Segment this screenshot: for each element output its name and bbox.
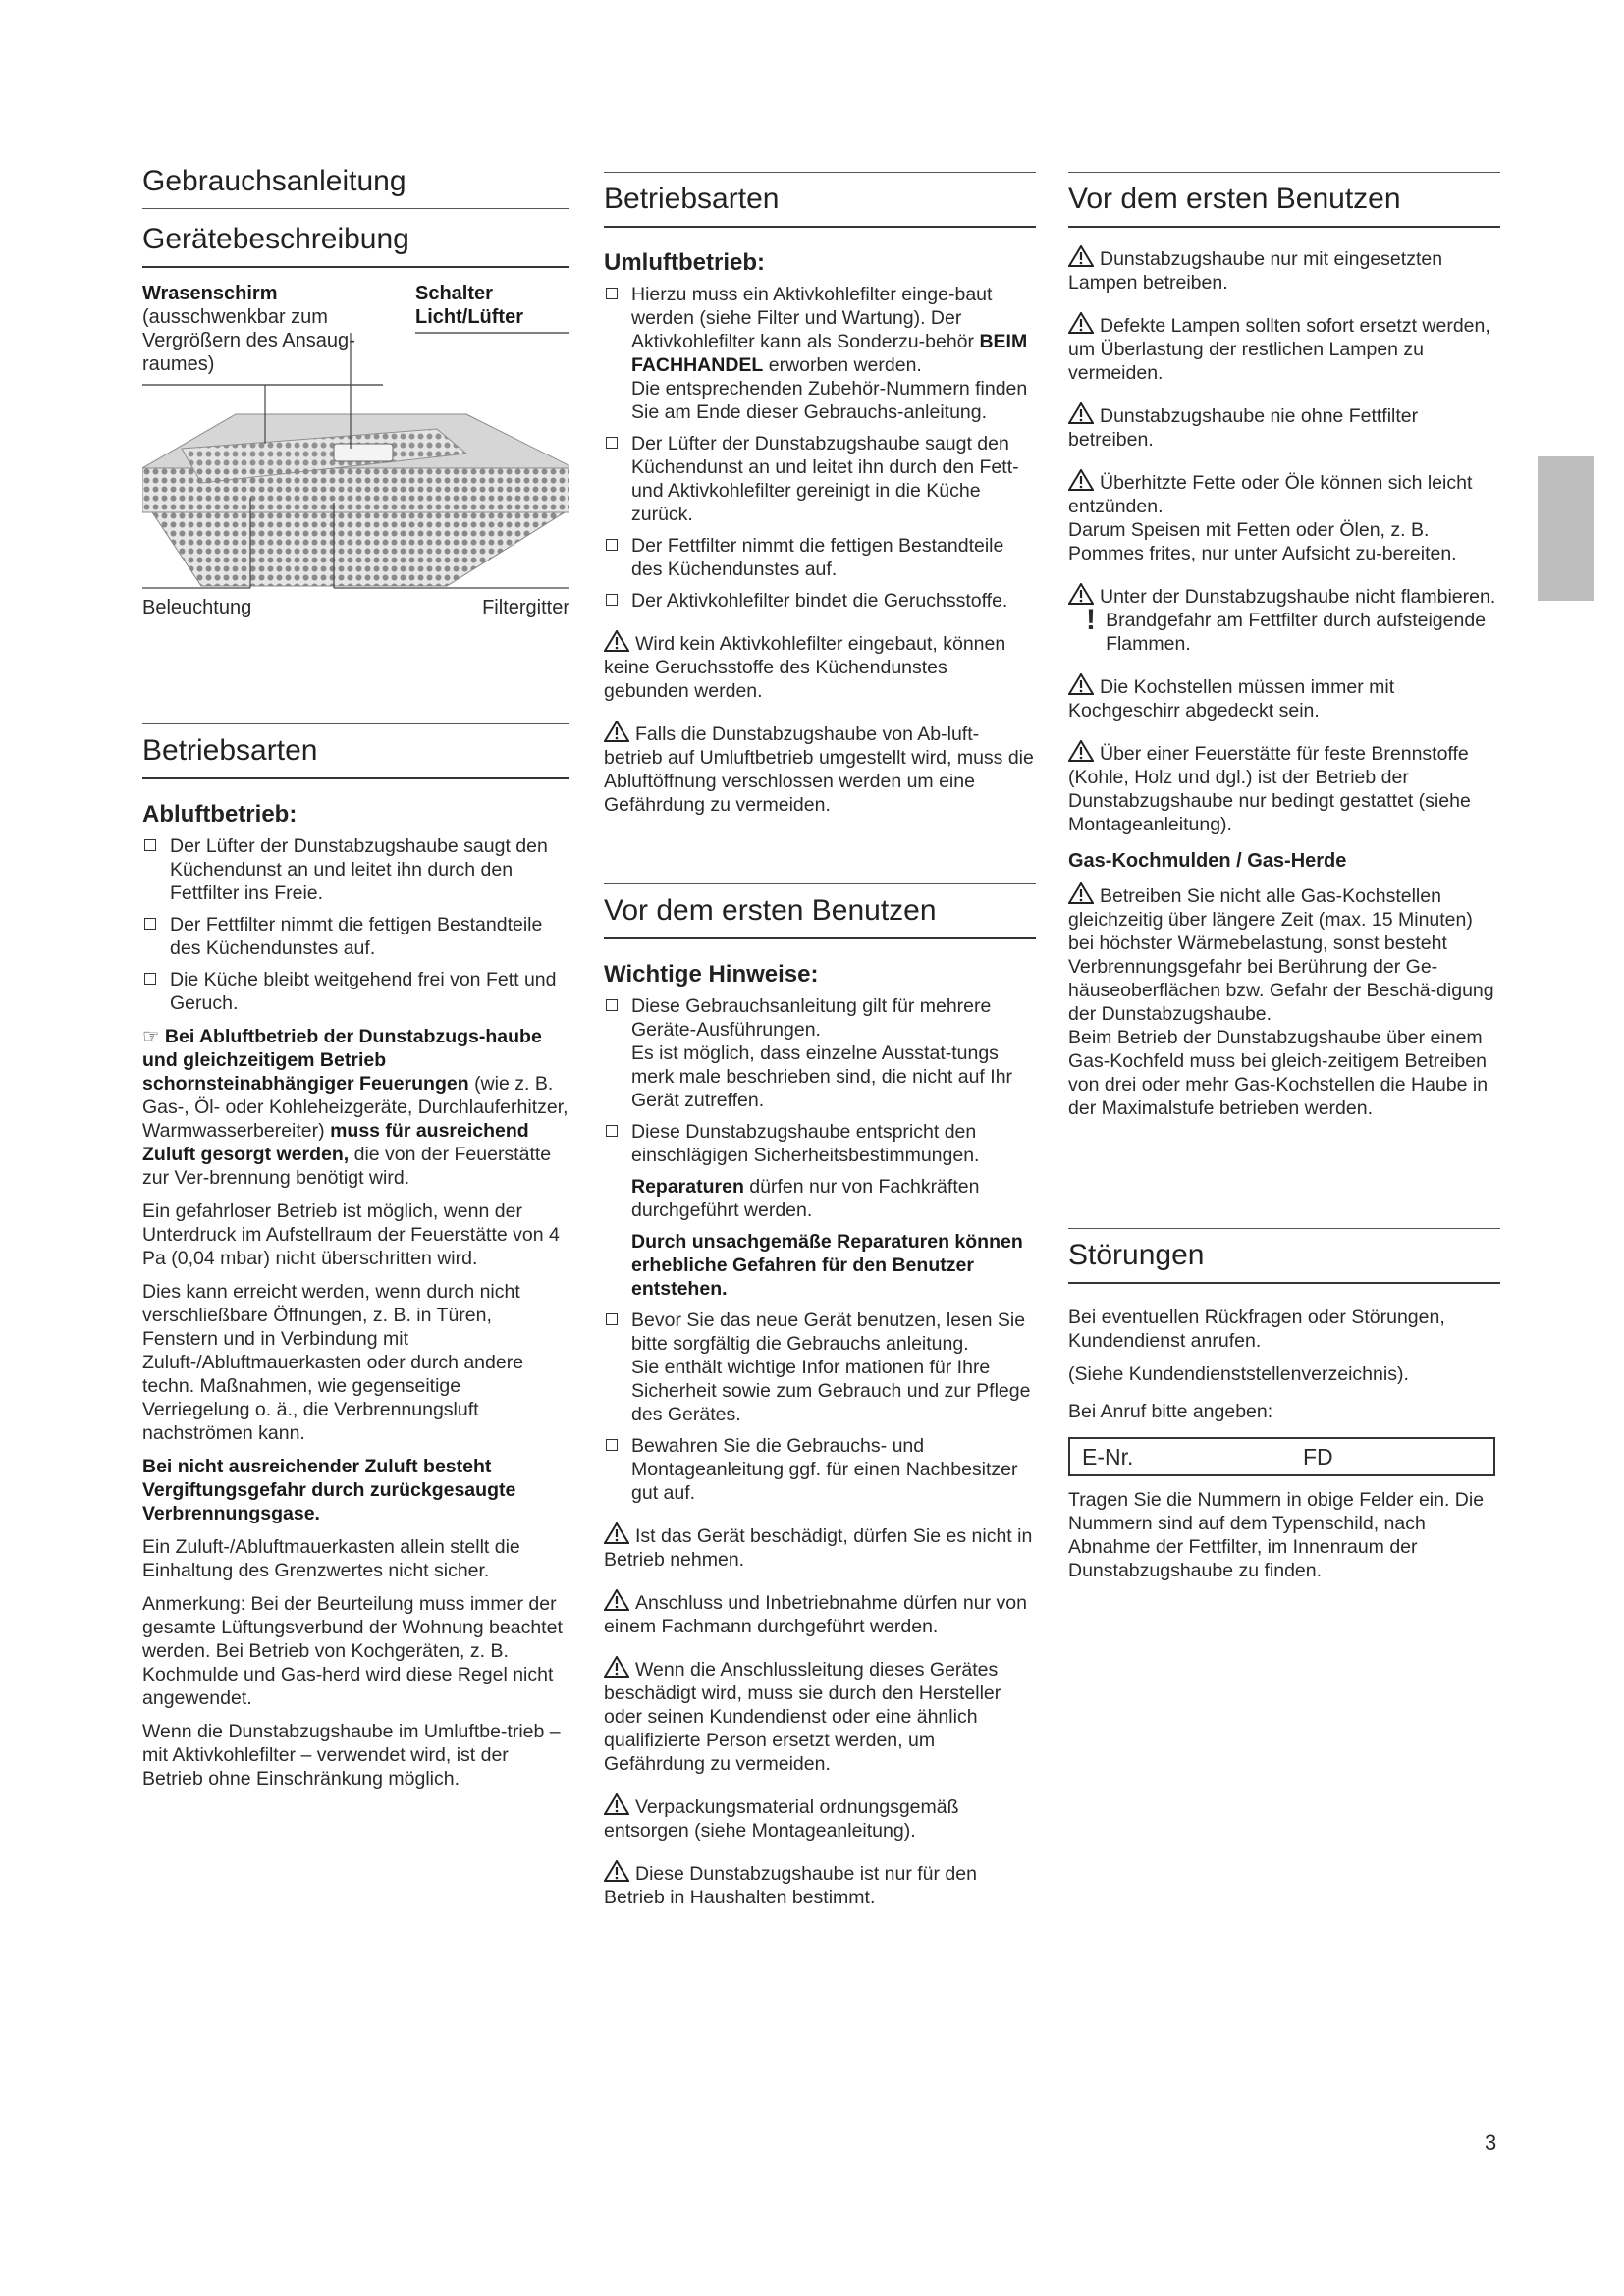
paragraph: Wenn die Dunstabzugshaube im Umluftbe-trieb – mit Aktivkohlefilter – verwendet wird, ist der Betrieb ohne Einschränkung möglich. [142, 1721, 561, 1789]
warning-icon [1068, 673, 1094, 695]
abluft-list [142, 834, 569, 1015]
section-tab-marker [1538, 456, 1594, 601]
column-1 [142, 165, 569, 1790]
list-item: Die Küche bleibt weitgehend frei von Fett und Geruch. [142, 968, 569, 1015]
warning: Über einer Feuerstätte für feste Brennstoffe (Kohle, Holz und dgl.) ist der Betrieb der Dunstabzugshaube nur bedingt gestattet (siehe Montageanleitung). [1068, 740, 1500, 836]
pointing-hand-icon: ☞ [142, 1026, 165, 1047]
column-2 [604, 172, 1036, 1909]
fd-label: FD [1303, 1443, 1333, 1469]
warning-icon [1068, 882, 1094, 904]
paragraph: Anmerkung: Bei der Beurteilung muss immer der gesamte Lüftungsverbund der Wohnung beachtet werden. Bei Betrieb von Kochgeräten, z. B. Kochmulde und Gas-herd wird diese Regel nicht angewendet. [142, 1593, 563, 1709]
warning-icon [604, 1860, 629, 1882]
gas-title: Gas-Kochmulden / Gas-Herde [1068, 850, 1347, 872]
fire-hazard-note: ! Brandgefahr am Fettfilter durch aufsteigende Flammen. [1086, 604, 1487, 655]
list-item: Bevor Sie das neue Gerät benutzen, lesen Sie bitte sorgfältig die Gebrauchs anleitung. Sie enthält wichtige Infor mationen für Ihre Sicherheit sowie zum Gebrauch und zur Pflege des Gerätes. [604, 1308, 1036, 1426]
list-item: Diese Gebrauchsanleitung gilt für mehrere Geräte-Ausführungen. Es ist möglich, dass einzelne Ausstat-tungs merk male beschrieben sind, die nicht auf Ihr Gerät zutreffen. [604, 994, 1036, 1112]
hints-title: Wichtige Hinweise: [604, 961, 819, 988]
paragraph: Bei Anruf bitte angeben: [1068, 1401, 1273, 1422]
warning-icon [604, 630, 629, 652]
label-filtergitter: Filtergitter [482, 597, 569, 618]
list-item: Bewahren Sie die Gebrauchs- und Montageanleitung ggf. für einen Nachbesitzer gut auf. [604, 1434, 1036, 1505]
warning: Dunstabzugshaube nie ohne Fettfilter betreiben. [1068, 402, 1500, 452]
warning-icon [604, 721, 629, 742]
paragraph-warning: Bei nicht ausreichender Zuluft besteht Vergiftungsgefahr durch zurückgesaugte Verbrennungsgase. [142, 1456, 516, 1524]
heading-stoerungen: Störungen [1068, 1228, 1500, 1284]
warning-icon [1068, 402, 1094, 424]
warning: Dunstabzugshaube nur mit eingesetzten Lampen betreiben. [1068, 245, 1500, 294]
label-schalter: Schalter Licht/Lüfter [415, 283, 523, 328]
label-wrasenschirm: Wrasenschirm (ausschwenkbar zum Vergrößern des Ansaug-raumes) [142, 283, 355, 375]
warning-icon [1068, 312, 1094, 334]
list-item: Diese Dunstabzugshaube entspricht den einschlägigen Sicherheitsbestimmungen. Reparaturen dürfen nur von Fachkräften durchgeführt werden. Durch unsachgemäße Reparaturen können erhebliche Gefahren für den Benutzer entstehen. [604, 1120, 1036, 1301]
warning: Überhitzte Fette oder Öle können sich leicht entzünden. Darum Speisen mit Fetten oder Ölen, z. B. Pommes frites, nur unter Aufsicht zu-bereiten. [1068, 469, 1500, 565]
warning-icon [1068, 740, 1094, 762]
warning: Falls die Dunstabzugshaube von Ab-luft-betrieb auf Umluftbetrieb umgestellt wird, muss die Abluftöffnung verschlossen werden um eine Gefährdung zu vermeiden. [604, 721, 1036, 817]
heading-gebrauchsanleitung: Gebrauchsanleitung [142, 165, 569, 209]
paragraph: Ein Zuluft-/Abluftmauerkasten allein stellt die Einhaltung des Grenzwertes nicht sicher. [142, 1536, 520, 1581]
abluft-note: ☞ Bei Abluftbetrieb der Dunstabzugs-haube und gleichzeitigem Betrieb schornsteinabhängiger Feuerungen (wie z. B. Gas-, Öl- oder Kohleheizgeräte, Durchlauferhitzer, Warmwasserbereiter) muss für ausreichend Zuluft gesorgt werden, die von der Feuerstätte zur Ver-brennung benötigt wird. [142, 1026, 568, 1189]
warning: Ist das Gerät beschädigt, dürfen Sie es nicht in Betrieb nehmen. [604, 1522, 1036, 1572]
warning: Betreiben Sie nicht alle Gas-Kochstellen gleichzeitig über längere Zeit (max. 15 Minuten) bei höchster Wärmebelastung, sonst besteht Verbrennungsgefahr bei Berührung der Ge-häuseoberflächen bzw. Gefahr der Beschä-digung der Dunstabzugshaube. Beim Betrieb der Dunstabzugshaube über einem Gas-Kochfeld muss bei gleich-zeitigem Betreiben von drei oder mehr Gas-Kochstellen die Haube in der Maximalstufe betrieben werden. [1068, 882, 1500, 1120]
heading-betriebsarten-2: Betriebsarten [604, 172, 1036, 228]
hints-list [604, 994, 1036, 1505]
paragraph: Ein gefahrloser Betrieb ist möglich, wenn der Unterdruck im Aufstellraum der Feuerstätte von 4 Pa (0,04 mbar) nicht überschritten wird. [142, 1201, 560, 1269]
warning: Verpackungsmaterial ordnungsgemäß entsorgen (siehe Montageanleitung). [604, 1793, 1036, 1842]
enr-label: E-Nr. [1082, 1443, 1134, 1469]
paragraph: (Siehe Kundendienststellenverzeichnis). [1068, 1363, 1409, 1385]
warning: Anschluss und Inbetriebnahme dürfen nur von einem Fachmann durchgeführt werden. [604, 1589, 1036, 1638]
list-item: Hierzu muss ein Aktivkohlefilter einge-baut werden (siehe Filter und Wartung). Der Aktivkohlefilter kann als Sonderzu-behör BEIM FACHHANDEL erworben werden. Die entsprechenden Zubehör-Nummern finden Sie am Ende dieser Gebrauchs-anleitung. [604, 283, 1036, 424]
abluft-title: Abluftbetrieb: [142, 801, 298, 828]
warning: Die Kochstellen müssen immer mit Kochgeschirr abgedeckt sein. [1068, 673, 1500, 722]
list-item: Der Fettfilter nimmt die fettigen Bestandteile des Küchendunstes auf. [142, 913, 569, 960]
warning: Wenn die Anschlussleitung dieses Gerätes beschädigt wird, muss sie durch den Hersteller oder seinen Kundendienst oder eine ähnlich qualifizierte Person ersetzt werden, um Gefährdung zu vermeiden. [604, 1656, 1036, 1776]
warning: Wird kein Aktivkohlefilter eingebaut, können keine Geruchsstoffe des Küchendunstes gebunden werden. [604, 630, 1036, 703]
warning-icon [1068, 583, 1094, 605]
umluft-title: Umluftbetrieb: [604, 249, 765, 276]
paragraph: Tragen Sie die Nummern in obige Felder ein. Die Nummern sind auf dem Typenschild, nach Abnahme der Fettfilter, im Innenraum der Dunstabzugshaube zu finden. [1068, 1489, 1485, 1581]
label-beleuchtung: Beleuchtung [142, 597, 252, 618]
page-number: 3 [1485, 2130, 1497, 2155]
heading-vor-dem-ersten-benutzen: Vor dem ersten Benutzen [604, 883, 1036, 939]
warning: Unter der Dunstabzugshaube nicht flambieren. [1068, 583, 1500, 609]
exclamation-icon: ! [1086, 604, 1096, 636]
device-diagram [142, 282, 569, 618]
heading-betriebsarten: Betriebsarten [142, 723, 569, 779]
list-item: Der Lüfter der Dunstabzugshaube saugt den Küchendunst an und leitet ihn durch den Fettfilter ins Freie. [142, 834, 569, 905]
warning-icon [604, 1522, 629, 1544]
enr-fd-box [1068, 1437, 1495, 1476]
warning-icon [604, 1589, 629, 1611]
range-hood-illustration [142, 282, 569, 615]
warning: Defekte Lampen sollten sofort ersetzt werden, um Überlastung der restlichen Lampen zu vermeiden. [1068, 312, 1500, 385]
list-item: Der Aktivkohlefilter bindet die Geruchsstoffe. [604, 589, 1036, 613]
column-3 [1068, 172, 1500, 1582]
heading-geraetebeschreibung: Gerätebeschreibung [142, 223, 569, 268]
heading-vor-dem-ersten-benutzen-2: Vor dem ersten Benutzen [1068, 172, 1500, 228]
warning: Diese Dunstabzugshaube ist nur für den Betrieb in Haushalten bestimmt. [604, 1860, 1036, 1909]
list-item: Der Fettfilter nimmt die fettigen Bestandteile des Küchendunstes auf. [604, 534, 1036, 581]
list-item: Der Lüfter der Dunstabzugshaube saugt den Küchendunst an und leitet ihn durch den Fett- und Aktivkohlefilter gereinigt in die Küche zurück. [604, 432, 1036, 526]
warning-icon [1068, 469, 1094, 491]
warning-icon [604, 1656, 629, 1678]
warning-icon [604, 1793, 629, 1815]
paragraph: Dies kann erreicht werden, wenn durch nicht verschließbare Öffnungen, z. B. in Türen, Fenstern und in Verbindung mit Zuluft-/Abluftmauerkasten oder durch andere techn. Maßnahmen, wie gegenseitige Verriegelung o. ä., die Verbrennungsluft nachströmen kann. [142, 1281, 524, 1444]
paragraph: Bei eventuellen Rückfragen oder Störungen, Kundendienst anrufen. [1068, 1307, 1445, 1352]
warning-icon [1068, 245, 1094, 267]
umluft-list [604, 283, 1036, 613]
